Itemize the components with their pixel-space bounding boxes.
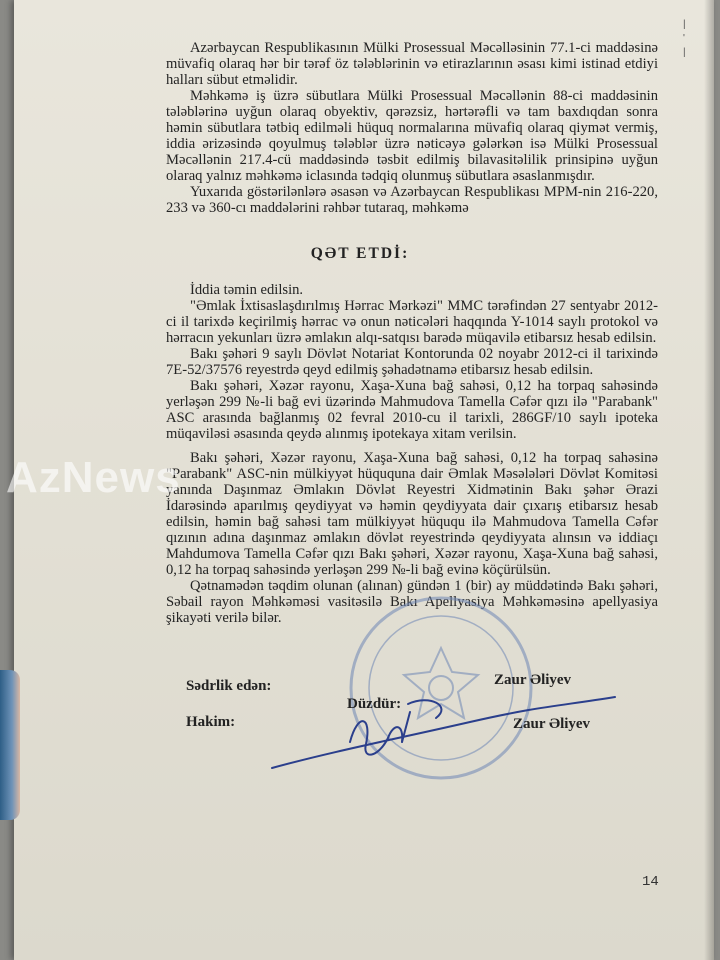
judge-label: Hakim: [186,714,236,730]
judge-name: Zaur Əliyev [513,716,591,732]
watermark: AzNews [6,453,181,502]
paragraph-court-assessment: Məhkəmə iş üzrə sübutlara Mülki Prosessual Məcəllənin 88-ci maddəsinin tələblərinə uyğun olaraq obyektiv, qərəzsiz, hərtərəfli və tam baxdıqdan sonra həmin sübutlara tətbiq edilməli hüquq normalarına müvafiq olaraq qiymət vermiş, iddia ərizəsində qoyulmuş tələblər üzrə nəticəyə gələrkən isə Mülki Prosessual Məcəllənin 217.4-cü maddəsində təsbit edilmiş bilavasitəlilik prinsipinə uyğun olaraq yalnız məhkəmə iclasında tədqiq olunmuş sübutlara əsaslanmışdır. [166,88,658,184]
edge-marks: | ' | [683,19,686,58]
ruling-auction-invalid: "Əmlak İxtisaslaşdırılmış Hərrac Mərkəzi" MMC tərəfindən 27 sentyabr 2012-ci il tarixdə keçirilmiş hərrac və onun nəticələri haqqında Y-1014 saylı protokol və hərracın yekunları üzrə əmlakın alqı-satqısı barədə müqavilə etibarsız hesab edilsin. [166,298,658,346]
ruling-heading: QƏT ETDİ: [310,245,410,262]
chair-name: Zaur Əliyev [494,672,572,688]
ruling-appeal-notice: Qətnamədən təqdim olunan (alınan) gündən 1 (bir) ay müddətində Bakı şəhəri, Səbail rayon Məhkəməsi vasitəsilə Bakı Apellyasiya Məhkəməsinə apellyasiya şikayəti verilə bilər. [166,578,658,626]
paragraph-legal-basis: Yuxarıda göstərilənlərə əsasən və Azərbaycan Respublikası MPM-nin 216-220, 233 və 360-cı maddələrini rəhbər tutaraq, məhkəmə [166,184,658,216]
ruling-claim-granted: İddia təmin edilsin. [190,282,304,298]
paragraph-evidence-burden: Azərbaycan Respublikasının Mülki Prosessual Məcəlləsinin 77.1-ci maddəsinə müvafiq olaraq hər bir tərəf öz tələblərinin və etirazlarının əsası kimi istinad etdiyi halları sübut etməlidir. [166,40,658,88]
chair-label: Sədrlik edən: [186,678,272,694]
true-copy-label: Düzdür: [347,696,402,712]
ruling-registration-invalid: Bakı şəhəri, Xəzər rayonu, Xaşa-Xuna bağ sahəsi, 0,12 ha torpaq sahəsinə "Parabank" ASC-nin mülkiyyət hüququna dair Əmlak Məsələləri Dövlət Komitəsi yanında Daşınmaz Əmlakın Dövlət Reyestri Xidmətinin Bakı şəhər Ərazi İdarəsində aparılmış qeydiyyat və həmin qeydiyyata dair çıxarış etibarsız hesab edilsin, həmin bağ sahəsi tam mülkiyyət hüququ ilə Mahmudova Tamella Cəfər qızının adına daşınmaz əmlakın dövlət reyestrində qeydiyyata alınsın və iddiaçı Mahdumova Tamella Cəfər qızı Bakı şəhəri, Xəzər rayonu, Xaşa-Xuna bağ sahəsi, 0,12 ha torpaq sahəsində yerləşən 299 №-li bağ evinə köçürülsün. [166,450,658,578]
ruling-certificate-invalid: Bakı şəhəri 9 saylı Dövlət Notariat Kontorunda 02 noyabr 2012-ci il tarixində 7E-52/37576 reyestrdə qeyd edilmiş şəhadətnamə etibarsız hesab edilsin. [166,346,658,378]
page-number: 14 [642,874,659,890]
ruling-mortgage-terminated: Bakı şəhəri, Xəzər rayonu, Xaşa-Xuna bağ sahəsi, 0,12 ha torpaq sahəsində yerləşən 299 №-li bağ evi üzərində Mahmudova Tamella Cəfər qızı ilə "Parabank" ASC arasında bağlanmış 02 fevral 2010-cu il tarixli, 286GF/10 saylı ipoteka müqaviləsi əsasında qeydə alınmış ipotekaya xitam verilsin. [166,378,658,442]
